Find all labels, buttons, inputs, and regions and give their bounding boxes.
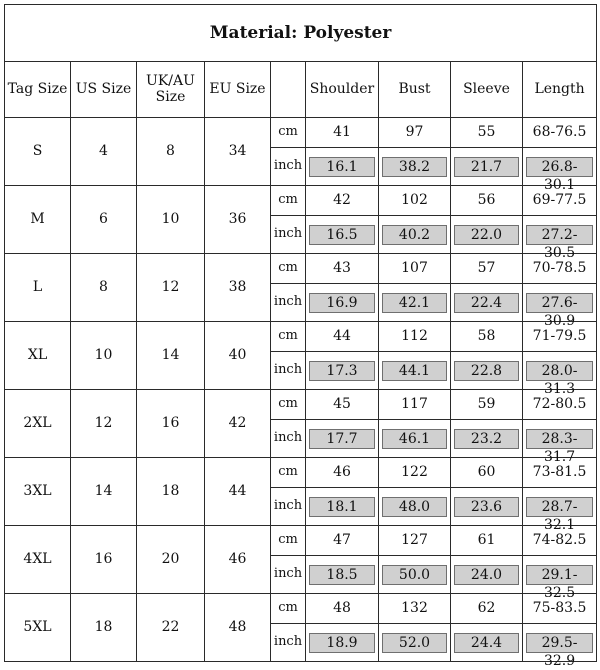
shoulder-inch-cell — [306, 488, 379, 526]
bust-cm-cell: 107 — [379, 254, 451, 284]
sleeve-inch-value: 21.7 — [454, 157, 519, 177]
bust-inch-value: 42.1 — [382, 293, 447, 313]
length-inch-value: 27.6-30.9 — [526, 293, 593, 313]
sleeve-cm-cell: 60 — [451, 458, 523, 488]
length-inch-cell — [523, 216, 597, 261]
us-size-cell: 10 — [71, 322, 137, 390]
length-inch-cell — [523, 352, 597, 397]
shoulder-inch-cell — [306, 352, 379, 390]
bust-cm-cell: 132 — [379, 594, 451, 624]
sleeve-cm-cell: 55 — [451, 118, 523, 148]
bust-inch-cell — [379, 488, 451, 526]
bust-cm-cell: 102 — [379, 186, 451, 216]
shoulder-inch-value: 18.5 — [309, 565, 375, 585]
unit-label-cm: cm — [271, 118, 306, 148]
ukau-size-cell: 22 — [137, 594, 205, 662]
ukau-size-cell: 12 — [137, 254, 205, 322]
unit-label-cm: cm — [271, 186, 306, 216]
shoulder-cm-cell: 44 — [306, 322, 379, 352]
header-length: Length — [523, 62, 597, 118]
sleeve-inch-cell — [451, 420, 523, 458]
table-row-cm — [5, 322, 597, 352]
tag-size-cell: L — [5, 254, 71, 322]
ukau-size-cell: 18 — [137, 458, 205, 526]
ukau-size-cell: 16 — [137, 390, 205, 458]
sleeve-cm-cell: 59 — [451, 390, 523, 420]
sleeve-inch-value: 22.8 — [454, 361, 519, 381]
eu-size-cell: 42 — [205, 390, 271, 458]
table-row-cm — [5, 594, 597, 624]
bust-cm-cell: 117 — [379, 390, 451, 420]
bust-inch-value: 40.2 — [382, 225, 447, 245]
shoulder-cm-cell: 41 — [306, 118, 379, 148]
shoulder-cm-cell: 42 — [306, 186, 379, 216]
length-inch-value: 26.8-30.1 — [526, 157, 593, 177]
length-inch-cell — [523, 556, 597, 601]
unit-label-inch: inch — [271, 352, 306, 390]
sleeve-cm-cell: 62 — [451, 594, 523, 624]
shoulder-inch-value: 18.9 — [309, 633, 375, 653]
sleeve-inch-cell — [451, 624, 523, 662]
unit-label-cm: cm — [271, 322, 306, 352]
sleeve-inch-value: 23.6 — [454, 497, 519, 517]
bust-inch-value: 38.2 — [382, 157, 447, 177]
unit-label-cm: cm — [271, 254, 306, 284]
unit-label-inch: inch — [271, 556, 306, 594]
bust-inch-cell — [379, 352, 451, 390]
shoulder-inch-value: 16.5 — [309, 225, 375, 245]
bust-inch-cell — [379, 216, 451, 254]
shoulder-inch-value: 17.7 — [309, 429, 375, 449]
bust-inch-value: 48.0 — [382, 497, 447, 517]
sleeve-cm-cell: 58 — [451, 322, 523, 352]
table-row-cm — [5, 526, 597, 556]
header-sleeve: Sleeve — [451, 62, 523, 118]
unit-label-cm: cm — [271, 458, 306, 488]
length-cm-cell: 70-78.5 — [523, 254, 597, 284]
unit-label-cm: cm — [271, 594, 306, 624]
header-row — [5, 62, 597, 118]
ukau-size-cell: 8 — [137, 118, 205, 186]
bust-cm-cell: 112 — [379, 322, 451, 352]
table-row-cm — [5, 458, 597, 488]
length-inch-value: 29.5-32.9 — [526, 633, 593, 653]
ukau-size-cell: 14 — [137, 322, 205, 390]
ukau-size-cell: 20 — [137, 526, 205, 594]
length-cm-cell: 73-81.5 — [523, 458, 597, 488]
sleeve-cm-cell: 56 — [451, 186, 523, 216]
bust-inch-value: 50.0 — [382, 565, 447, 585]
shoulder-inch-value: 16.1 — [309, 157, 375, 177]
unit-label-cm: cm — [271, 526, 306, 556]
bust-inch-cell — [379, 148, 451, 186]
shoulder-inch-cell — [306, 556, 379, 594]
header-eu-size: EU Size — [205, 62, 271, 118]
length-cm-cell: 68-76.5 — [523, 118, 597, 148]
unit-label-inch: inch — [271, 488, 306, 526]
bust-inch-cell — [379, 420, 451, 458]
bust-cm-cell: 127 — [379, 526, 451, 556]
eu-size-cell: 40 — [205, 322, 271, 390]
tag-size-cell: 5XL — [5, 594, 71, 662]
bust-inch-value: 46.1 — [382, 429, 447, 449]
bust-inch-cell — [379, 284, 451, 322]
sleeve-inch-cell — [451, 488, 523, 526]
bust-inch-value: 44.1 — [382, 361, 447, 381]
eu-size-cell: 34 — [205, 118, 271, 186]
length-cm-cell: 71-79.5 — [523, 322, 597, 352]
header-unit — [271, 62, 306, 118]
unit-label-inch: inch — [271, 420, 306, 458]
us-size-cell: 18 — [71, 594, 137, 662]
table-row-cm — [5, 118, 597, 148]
shoulder-inch-value: 16.9 — [309, 293, 375, 313]
length-cm-cell: 69-77.5 — [523, 186, 597, 216]
length-inch-value: 27.2-30.5 — [526, 225, 593, 245]
us-size-cell: 16 — [71, 526, 137, 594]
header-shoulder: Shoulder — [306, 62, 379, 118]
bust-inch-cell — [379, 556, 451, 594]
sleeve-inch-cell — [451, 284, 523, 322]
unit-label-inch: inch — [271, 284, 306, 322]
us-size-cell: 6 — [71, 186, 137, 254]
sleeve-inch-cell — [451, 556, 523, 594]
shoulder-inch-cell — [306, 284, 379, 322]
eu-size-cell: 48 — [205, 594, 271, 662]
length-inch-value: 28.0-31.3 — [526, 361, 593, 381]
sleeve-inch-cell — [451, 216, 523, 254]
length-inch-cell — [523, 420, 597, 465]
tag-size-cell: XL — [5, 322, 71, 390]
shoulder-cm-cell: 46 — [306, 458, 379, 488]
tag-size-cell: 4XL — [5, 526, 71, 594]
unit-label-inch: inch — [271, 624, 306, 662]
shoulder-inch-cell — [306, 624, 379, 662]
tag-size-cell: 3XL — [5, 458, 71, 526]
shoulder-inch-value: 17.3 — [309, 361, 375, 381]
table-row-cm — [5, 254, 597, 284]
sleeve-inch-value: 23.2 — [454, 429, 519, 449]
sleeve-inch-value: 22.4 — [454, 293, 519, 313]
length-cm-cell: 75-83.5 — [523, 594, 597, 624]
eu-size-cell: 38 — [205, 254, 271, 322]
sleeve-cm-cell: 57 — [451, 254, 523, 284]
table-row-cm — [5, 186, 597, 216]
length-inch-cell — [523, 624, 597, 669]
tag-size-cell: S — [5, 118, 71, 186]
us-size-cell: 12 — [71, 390, 137, 458]
length-cm-cell: 72-80.5 — [523, 390, 597, 420]
sleeve-inch-value: 24.4 — [454, 633, 519, 653]
length-inch-value: 28.7-32.1 — [526, 497, 593, 517]
shoulder-inch-cell — [306, 148, 379, 186]
eu-size-cell: 36 — [205, 186, 271, 254]
shoulder-inch-cell — [306, 216, 379, 254]
eu-size-cell: 46 — [205, 526, 271, 594]
sleeve-cm-cell: 61 — [451, 526, 523, 556]
shoulder-cm-cell: 48 — [306, 594, 379, 624]
shoulder-cm-cell: 45 — [306, 390, 379, 420]
header-bust: Bust — [379, 62, 451, 118]
size-table — [4, 4, 597, 669]
eu-size-cell: 44 — [205, 458, 271, 526]
table-row-cm — [5, 390, 597, 420]
us-size-cell: 14 — [71, 458, 137, 526]
shoulder-inch-value: 18.1 — [309, 497, 375, 517]
header-us-size: US Size — [71, 62, 137, 118]
unit-label-inch: inch — [271, 216, 306, 254]
length-inch-cell — [523, 488, 597, 533]
length-cm-cell: 74-82.5 — [523, 526, 597, 556]
length-inch-cell — [523, 284, 597, 329]
unit-label-inch: inch — [271, 148, 306, 186]
sleeve-inch-cell — [451, 352, 523, 390]
us-size-cell: 4 — [71, 118, 137, 186]
unit-label-cm: cm — [271, 390, 306, 420]
length-inch-cell — [523, 148, 597, 193]
ukau-size-cell: 10 — [137, 186, 205, 254]
bust-inch-cell — [379, 624, 451, 662]
shoulder-inch-cell — [306, 420, 379, 458]
length-inch-value: 28.3-31.7 — [526, 429, 593, 449]
table-title: Material: Polyester — [5, 5, 597, 62]
tag-size-cell: 2XL — [5, 390, 71, 458]
header-ukau-size: UK/AU Size — [137, 62, 205, 118]
shoulder-cm-cell: 47 — [306, 526, 379, 556]
tag-size-cell: M — [5, 186, 71, 254]
length-inch-value: 29.1-32.5 — [526, 565, 593, 585]
us-size-cell: 8 — [71, 254, 137, 322]
bust-cm-cell: 122 — [379, 458, 451, 488]
sleeve-inch-cell — [451, 148, 523, 186]
shoulder-cm-cell: 43 — [306, 254, 379, 284]
bust-inch-value: 52.0 — [382, 633, 447, 653]
sleeve-inch-value: 22.0 — [454, 225, 519, 245]
header-tag-size: Tag Size — [5, 62, 71, 118]
sleeve-inch-value: 24.0 — [454, 565, 519, 585]
bust-cm-cell: 97 — [379, 118, 451, 148]
